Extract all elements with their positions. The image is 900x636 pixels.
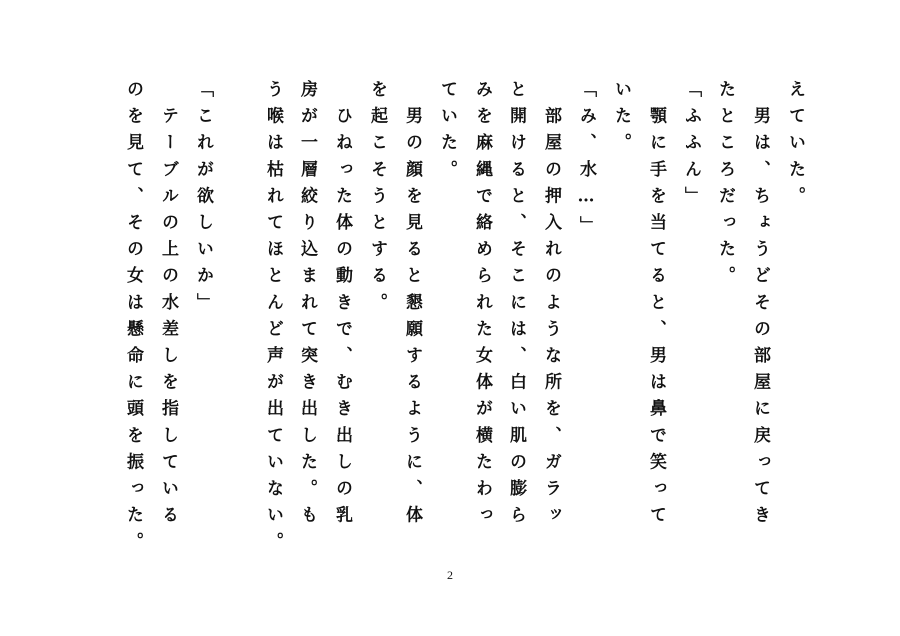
text-column: ひねった体の動きで、むき出しの乳 [332,80,352,533]
text-column: 「ふふん」 [681,80,701,213]
text-column: 男は、ちょうどその部屋に戻ってき [750,80,770,533]
text-column: 房が一層絞り込まれて突き出した。も [297,80,317,533]
text-column: 「これが欲しいか」 [193,80,213,320]
text-column: を起こそうとする。 [367,80,387,320]
page-number: 2 [447,568,453,582]
text-column: 男の顔を見ると懇願するように、体 [402,80,422,533]
text-column: えていた。 [785,80,805,213]
text-column: 部屋の押入れのような所を、ガラッ [541,80,561,533]
text-column: ていた。 [437,80,457,187]
text-column: 「み、水…」 [576,80,596,243]
text-column: と開けると、そこには、白い肌の膨ら [506,80,526,533]
text-column: たところだった。 [715,80,735,293]
text-column: いた。 [611,80,631,160]
text-column: 顎に手を当てると、男は鼻で笑って [646,80,666,533]
text-column: テーブルの上の水差しを指している [158,80,178,533]
text-column: みを麻縄で絡められた女体が横たわっ [472,80,492,533]
text-column: のを見て、その女は懸命に頭を振った。 [123,80,143,559]
text-column: う喉は枯れてほとんど声が出ていない。 [263,80,283,559]
